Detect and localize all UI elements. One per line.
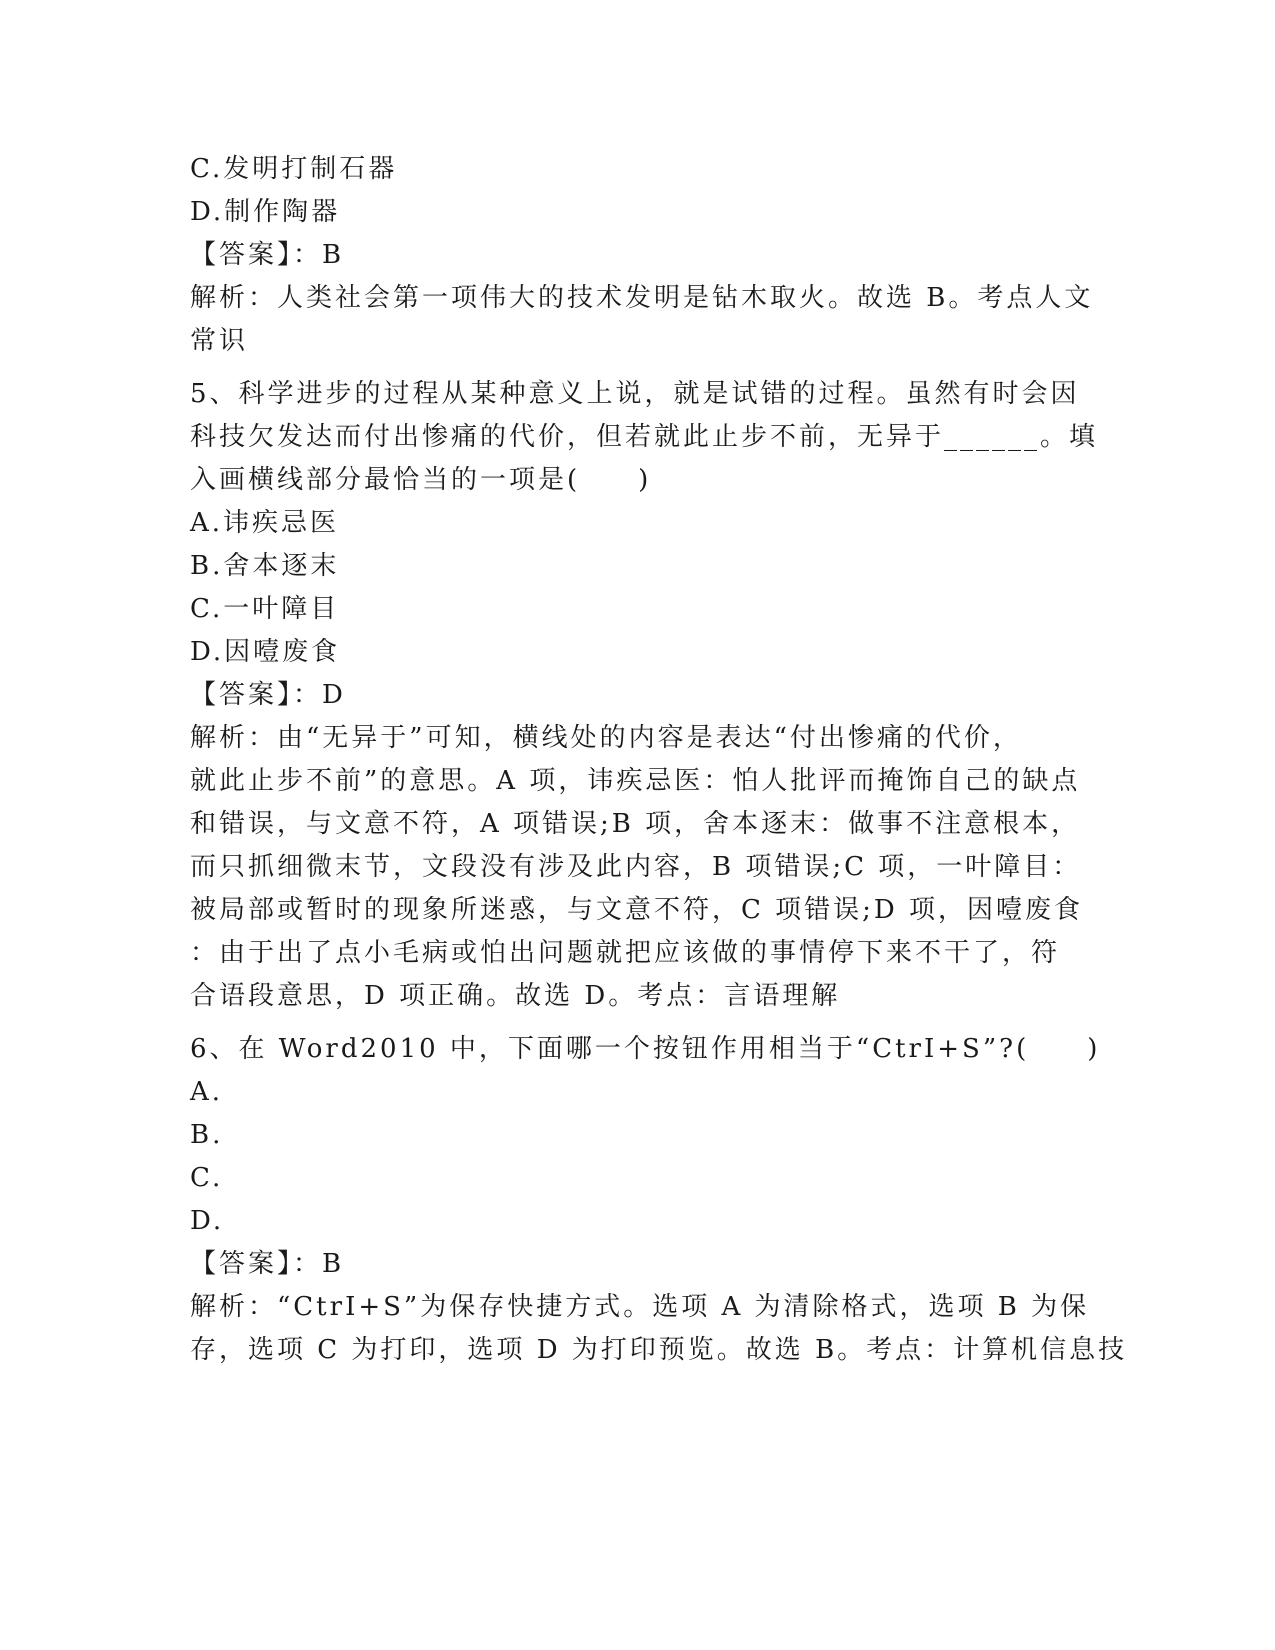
option-c: C. [190, 1163, 224, 1193]
option-a: A. [190, 1077, 224, 1107]
answer-label: 【答案】：D [190, 680, 346, 710]
analysis-line: 而只抓细微末节，文段没有涉及此内容，B 项错误;C 项，一叶障目： [190, 852, 1082, 882]
analysis-line: 存，选项 C 为打印，选项 D 为打印预览。故选 B。考点：计算机信息技 [190, 1335, 1128, 1365]
analysis-line: 常识 [190, 326, 249, 356]
paragraph-gap [190, 1018, 1090, 1028]
analysis-line: 解析：“CtrI+S”为保存快捷方式。选项 A 为清除格式，选项 B 为保 [190, 1292, 1090, 1322]
option-d: D. [190, 1206, 225, 1236]
analysis-line: 解析：人类社会第一项伟大的技术发明是钻木取火。故选 B。考点人文 [190, 283, 1094, 313]
analysis-line: 和错误，与文意不符，A 项错误;B 项，舍本逐末：做事不注意根本， [190, 809, 1081, 839]
option-b: B.舍本逐末 [190, 551, 340, 581]
answer-label: 【答案】：B [190, 240, 345, 270]
question-stem: 科技欠发达而付出惨痛的代价，但若就此止步不前，无异于______。填 [190, 422, 1099, 452]
analysis-line: 合语段意思，D 项正确。故选 D。考点：言语理解 [190, 981, 841, 1011]
question-stem: 入画横线部分最恰当的一项是( ) [190, 465, 652, 495]
answer-label: 【答案】：B [190, 1249, 345, 1279]
analysis-line: 解析：由“无异于”可知，横线处的内容是表达“付出惨痛的代价， [190, 723, 1022, 753]
question-stem: 5、科学进步的过程从某种意义上说，就是试错的过程。虽然有时会因 [190, 379, 1080, 409]
page-content [190, 148, 1128, 1372]
option-c: C.一叶障目 [190, 594, 340, 624]
option-d: D.因噎废食 [190, 637, 341, 667]
option-d: D.制作陶器 [190, 197, 341, 227]
analysis-line: ：由于出了点小毛病或怕出问题就把应该做的事情停下来不干了，符 [190, 938, 1061, 968]
analysis-line: 就此止步不前”的意思。A 项，讳疾忌医：怕人批评而掩饰自己的缺点 [190, 766, 1081, 796]
analysis-line: 被局部或暂时的现象所迷惑，与文意不符，C 项错误;D 项，因噎废食 [190, 895, 1084, 925]
paragraph-gap [190, 363, 1090, 373]
option-c: C.发明打制石器 [190, 154, 398, 184]
question-stem: 6、在 Word2010 中，下面哪一个按钮作用相当于“CtrI+S”?( ) [190, 1034, 1101, 1064]
option-a: A.讳疾忌医 [190, 508, 340, 538]
option-b: B. [190, 1120, 224, 1150]
